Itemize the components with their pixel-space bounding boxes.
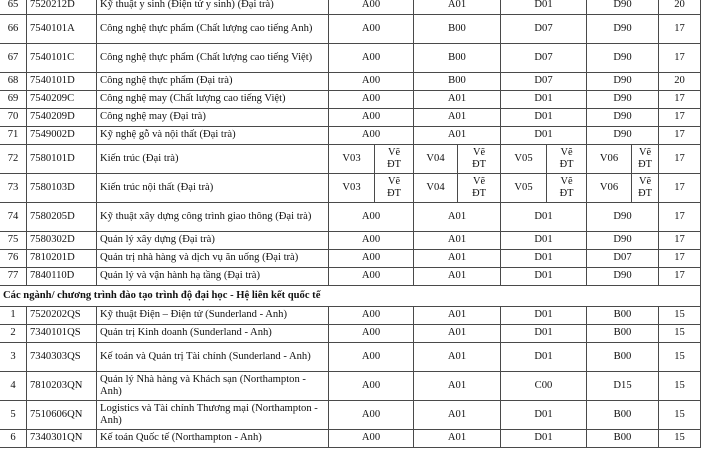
table-row [0,127,701,145]
table-row [0,44,701,73]
subject-combination: D01 [501,325,587,343]
cutoff-score: 17 [659,174,701,203]
major-code: 7540101D [27,73,97,91]
subject-combination: A00 [329,203,414,232]
ve-dt-label [632,145,659,174]
major-name: Kỹ thuật y sinh (Điện tử y sinh) (Đại trà) [97,0,329,15]
subject-combination: B00 [587,430,659,448]
subject-combination: D01 [501,430,587,448]
subject-combination: D01 [501,250,587,268]
subject-combination: A00 [329,307,414,325]
subject-combination: A00 [329,268,414,286]
subject-combination: A01 [414,0,501,15]
major-code: 7540101A [27,15,97,44]
table-row [0,91,701,109]
row-number: 71 [0,127,27,145]
table-row [0,203,701,232]
subject-combination: B00 [414,73,501,91]
cutoff-score: 17 [659,250,701,268]
major-name: Kỹ thuật Điện – Điện tử (Sunderland - Anh) [97,307,329,325]
subject-combination: A00 [329,372,414,401]
ve-label: Vẽ [472,147,486,158]
subject-combination: D07 [501,15,587,44]
dt-label: ĐT [472,159,486,170]
subject-combination: D90 [587,203,659,232]
major-code: 7540209C [27,91,97,109]
major-name: Công nghệ thực phẩm (Chất lượng cao tiếng Anh) [97,15,329,44]
cutoff-score: 17 [659,232,701,250]
section-title: Các ngành/ chương trình đào tạo trình độ đại học - Hệ liên kết quốc tế [0,286,701,307]
subject-combination: A00 [329,232,414,250]
subject-combination: V05 [501,145,547,174]
major-code: 7580302D [27,232,97,250]
subject-combination: B00 [587,401,659,430]
major-code: 7340301QN [27,430,97,448]
major-code: 7540101C [27,44,97,73]
major-code: 7810203QN [27,372,97,401]
dt-label: ĐT [638,159,652,170]
table-row [0,307,701,325]
ve-label: Vẽ [638,176,652,187]
row-number: 4 [0,372,27,401]
major-code: 7340303QS [27,343,97,372]
row-number: 1 [0,307,27,325]
subject-combination: A01 [414,91,501,109]
section-header-row [0,286,701,307]
subject-combination: D15 [587,372,659,401]
major-name: Quản lý xây dựng (Đại trà) [97,232,329,250]
subject-combination: V03 [329,145,375,174]
ve-dt-label [547,145,587,174]
subject-combination: B00 [587,343,659,372]
cutoff-score: 17 [659,127,701,145]
major-code: 7840110D [27,268,97,286]
subject-combination: B00 [414,15,501,44]
subject-combination: V06 [587,145,632,174]
major-name: Quản lý Nhà hàng và Khách sạn (Northampton - Anh) [97,372,329,401]
ve-dt-label [458,145,501,174]
subject-combination: D01 [501,401,587,430]
dt-label: ĐT [387,188,401,199]
subject-combination: D01 [501,307,587,325]
table-row [0,232,701,250]
row-number: 2 [0,325,27,343]
ve-dt-label [375,174,414,203]
ve-dt-label [375,145,414,174]
subject-combination: D01 [501,343,587,372]
ve-label: Vẽ [387,147,401,158]
major-code: 7540209D [27,109,97,127]
major-code: 7580205D [27,203,97,232]
row-number: 5 [0,401,27,430]
cutoff-score: 17 [659,15,701,44]
row-number: 6 [0,430,27,448]
subject-combination: A01 [414,325,501,343]
row-number: 3 [0,343,27,372]
major-name: Kiến trúc nội thất (Đại trà) [97,174,329,203]
row-number: 69 [0,91,27,109]
major-name: Quản lý và vận hành hạ tầng (Đại trà) [97,268,329,286]
cutoff-score: 17 [659,91,701,109]
major-code: 7340101QS [27,325,97,343]
subject-combination: A01 [414,430,501,448]
table-row [0,73,701,91]
cutoff-score: 15 [659,307,701,325]
subject-combination: A00 [329,430,414,448]
subject-combination: D07 [501,44,587,73]
subject-combination: D90 [587,0,659,15]
subject-combination: V05 [501,174,547,203]
cutoff-score: 17 [659,268,701,286]
subject-combination: A01 [414,232,501,250]
subject-combination: A00 [329,91,414,109]
cutoff-score: 15 [659,372,701,401]
subject-combination: A01 [414,109,501,127]
row-number: 65 [0,0,27,15]
subject-combination: A00 [329,44,414,73]
cutoff-score: 15 [659,430,701,448]
table-row [0,401,701,430]
table-row [0,268,701,286]
table-row [0,145,701,174]
subject-combination: B00 [587,325,659,343]
cutoff-score: 17 [659,109,701,127]
row-number: 74 [0,203,27,232]
major-name: Quản trị Kinh doanh (Sunderland - Anh) [97,325,329,343]
ve-dt-label [458,174,501,203]
subject-combination: A01 [414,250,501,268]
subject-combination: A01 [414,203,501,232]
row-number: 72 [0,145,27,174]
ve-label: Vẽ [387,176,401,187]
subject-combination: D90 [587,109,659,127]
major-name: Kỹ nghệ gỗ và nội thất (Đại trà) [97,127,329,145]
major-code: 7580103D [27,174,97,203]
subject-combination: D90 [587,15,659,44]
subject-combination: A01 [414,268,501,286]
subject-combination: D01 [501,0,587,15]
dt-label: ĐT [472,188,486,199]
subject-combination: D01 [501,127,587,145]
row-number: 76 [0,250,27,268]
subject-combination: D90 [587,73,659,91]
cutoff-score: 17 [659,44,701,73]
subject-combination: B00 [414,44,501,73]
subject-combination: D01 [501,109,587,127]
major-code: 7520202QS [27,307,97,325]
table-row [0,174,701,203]
table-row [0,343,701,372]
table-row [0,109,701,127]
subject-combination: A00 [329,343,414,372]
subject-combination: A00 [329,250,414,268]
subject-combination: A00 [329,15,414,44]
major-name: Công nghệ thực phẩm (Chất lượng cao tiếng Việt) [97,44,329,73]
major-name: Công nghệ may (Đại trà) [97,109,329,127]
row-number: 75 [0,232,27,250]
ve-label: Vẽ [638,147,652,158]
cutoff-score: 20 [659,0,701,15]
subject-combination: A00 [329,0,414,15]
subject-combination: D01 [501,268,587,286]
ve-dt-label [547,174,587,203]
major-name: Quản trị nhà hàng và dịch vụ ăn uống (Đại trà) [97,250,329,268]
row-number: 73 [0,174,27,203]
table-row [0,15,701,44]
major-name: Công nghệ thực phẩm (Đại trà) [97,73,329,91]
major-name: Kế toán và Quản trị Tài chính (Sunderland - Anh) [97,343,329,372]
subject-combination: D90 [587,44,659,73]
major-code: 7520212D [27,0,97,15]
row-number: 70 [0,109,27,127]
major-code: 7580101D [27,145,97,174]
major-name: Công nghệ may (Chất lượng cao tiếng Việt) [97,91,329,109]
dt-label: ĐT [559,188,574,199]
major-code: 7549002D [27,127,97,145]
cutoff-score: 17 [659,203,701,232]
table-row [0,430,701,448]
subject-combination: C00 [501,372,587,401]
subject-combination: D01 [501,91,587,109]
subject-combination: A01 [414,127,501,145]
dt-label: ĐT [387,159,401,170]
cutoff-score: 20 [659,73,701,91]
ve-dt-label [632,174,659,203]
subject-combination: D01 [501,232,587,250]
major-name: Kế toán Quốc tế (Northampton - Anh) [97,430,329,448]
subject-combination: D07 [501,73,587,91]
subject-combination: D07 [587,250,659,268]
table-row [0,250,701,268]
subject-combination: A01 [414,372,501,401]
row-number: 77 [0,268,27,286]
row-number: 67 [0,44,27,73]
row-number: 66 [0,15,27,44]
subject-combination: D90 [587,91,659,109]
subject-combination: V06 [587,174,632,203]
subject-combination: B00 [587,307,659,325]
subject-combination: D90 [587,232,659,250]
major-code: 7810201D [27,250,97,268]
subject-combination: V04 [414,174,458,203]
subject-combination: A01 [414,343,501,372]
ve-label: Vẽ [472,176,486,187]
subject-combination: V03 [329,174,375,203]
subject-combination: A01 [414,307,501,325]
subject-combination: D90 [587,127,659,145]
subject-combination: A00 [329,401,414,430]
dt-label: ĐT [638,188,652,199]
subject-combination: A00 [329,325,414,343]
subject-combination: V04 [414,145,458,174]
subject-combination: A01 [414,401,501,430]
major-name: Kiến trúc (Đại trà) [97,145,329,174]
cutoff-score: 15 [659,401,701,430]
ve-label: Vẽ [560,147,573,158]
dt-label: ĐT [559,159,574,170]
ve-label: Vẽ [560,176,573,187]
major-code: 7510606QN [27,401,97,430]
subject-combination: A00 [329,109,414,127]
cutoff-score: 15 [659,325,701,343]
table-row [0,0,701,15]
cutoff-score: 17 [659,145,701,174]
row-number: 68 [0,73,27,91]
cutoff-score: 15 [659,343,701,372]
major-name: Kỹ thuật xây dựng công trình giao thông (Đại trà) [97,203,329,232]
major-name: Logistics và Tài chính Thương mại (Northampton - Anh) [97,401,329,430]
table-row [0,372,701,401]
subject-combination: D90 [587,268,659,286]
table-row [0,325,701,343]
subject-combination: A00 [329,73,414,91]
subject-combination: D01 [501,203,587,232]
subject-combination: A00 [329,127,414,145]
